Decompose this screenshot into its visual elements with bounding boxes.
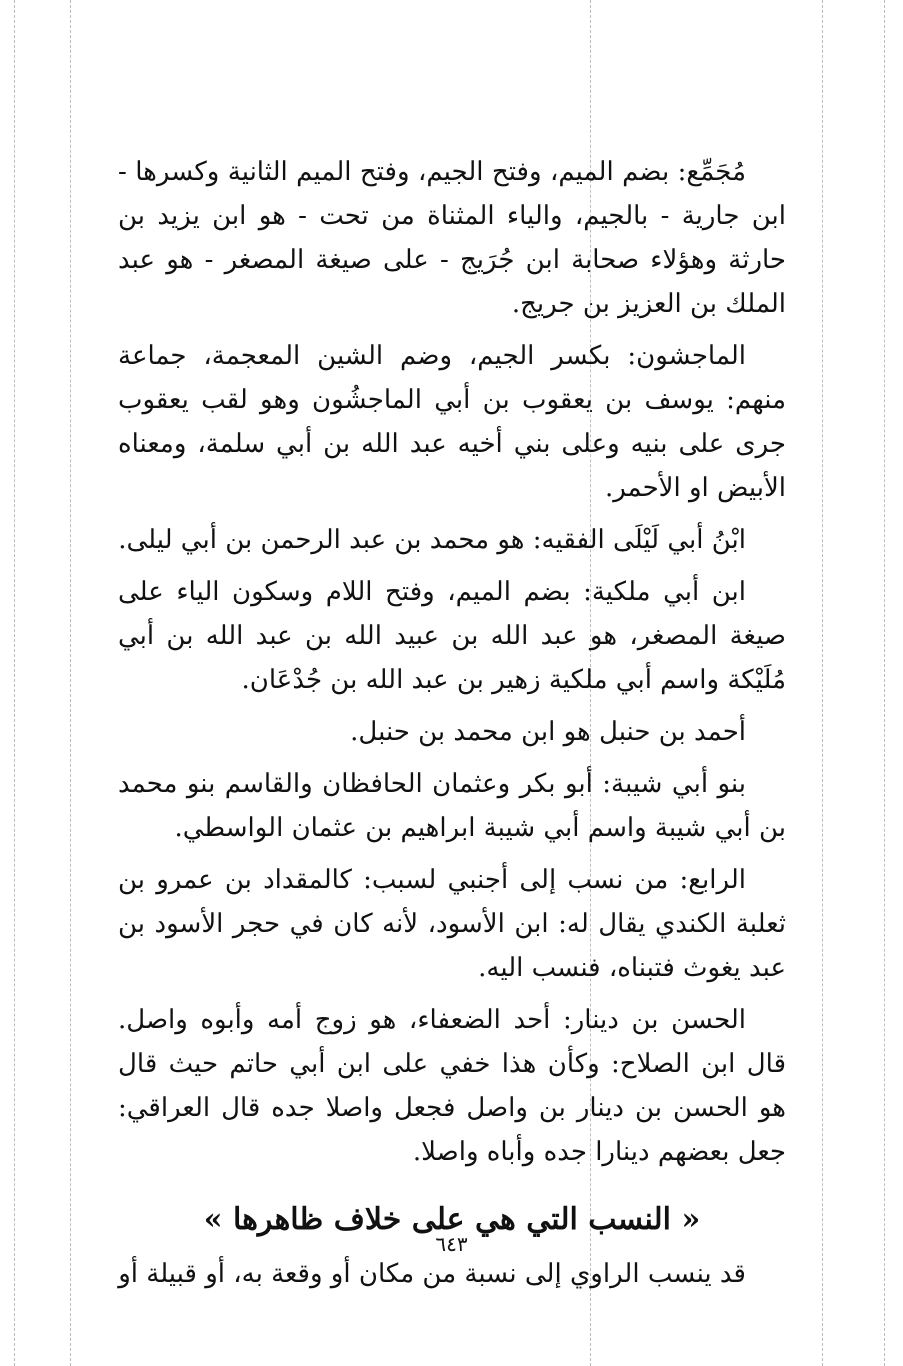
entry-ahmad-ibn-hanbal: أحمد بن حنبل هو ابن محمد بن حنبل.	[350, 717, 746, 747]
margin-guide-right	[822, 0, 823, 1366]
page-body	[118, 150, 786, 1304]
page-number: ٦٤٣	[435, 1232, 468, 1256]
entry-majishun: الماجشون: بكسر الجيم، وضم الشين المعجمة، جماعة منهم: يوسف بن يعقوب بن أبي الماجشُون وهو لقب يعقوب جرى على بنيه وعلى بني أخيه عبد الله بن أبي سلمة، ومعناه الأبيض او الأحمر.	[118, 341, 786, 503]
margin-guide-right-outer	[884, 0, 885, 1366]
entry-mujammi: مُجَمِّع: بضم الميم، وفتح الجيم، وفتح الميم الثانية وكسرها - ابن جارية - بالجيم، والياء المثناة من تحت - هو ابن يزيد بن حارثة وهؤلاء صحابة ابن جُرَيج - على صيغة المصغر - هو عبد الملك بن العزيز بن جريج.	[118, 157, 786, 319]
entry-ibn-abi-layla: ابْنُ أبي لَيْلَى الفقيه: هو محمد بن عبد الرحمن بن أبي ليلى.	[118, 525, 746, 555]
section-heading: « النسب التي هي على خلاف ظاهرها »	[203, 1202, 701, 1237]
entry-al-rabi: الرابع: من نسب إلى أجنبي لسبب: كالمقداد بن عمرو بن ثعلبة الكندي يقال له: ابن الأسود، لأنه كان في حجر الأسود بن عبد يغوث فتبناه، فنسب اليه.	[118, 865, 786, 983]
entry-ibn-abi-mulaykah: ابن أبي ملكية: بضم الميم، وفتح اللام وسكون الياء على صيغة المصغر، هو عبد الله بن عبيد الله بن عبد الله بن أبي مُلَيْكة واسم أبي ملكية زهير بن عبد الله بن جُدْعَان.	[118, 577, 786, 695]
entry-hasan-ibn-dinar: الحسن بن دينار: أحد الضعفاء، هو زوج أمه وأبوه واصل. قال ابن الصلاح: وكأن هذا خفي على ابن أبي حاتم حيث قال هو الحسن بن دينار بن واصل فجعل واصلا جده قال العراقي: جعل بعضهم دينارا جده وأباه واصلا.	[118, 1005, 786, 1167]
entry-banu-abi-shaybah: بنو أبي شيبة: أبو بكر وعثمان الحافظان والقاسم بنو محمد بن أبي شيبة واسم أبي شيبة ابراهيم بن عثمان الواسطي.	[118, 769, 786, 843]
section-opening-paragraph: قد ينسب الراوي إلى نسبة من مكان أو وقعة به، أو قبيلة أو	[118, 1259, 746, 1289]
margin-guide-left-outer	[14, 0, 15, 1366]
margin-guide-left	[70, 0, 71, 1366]
